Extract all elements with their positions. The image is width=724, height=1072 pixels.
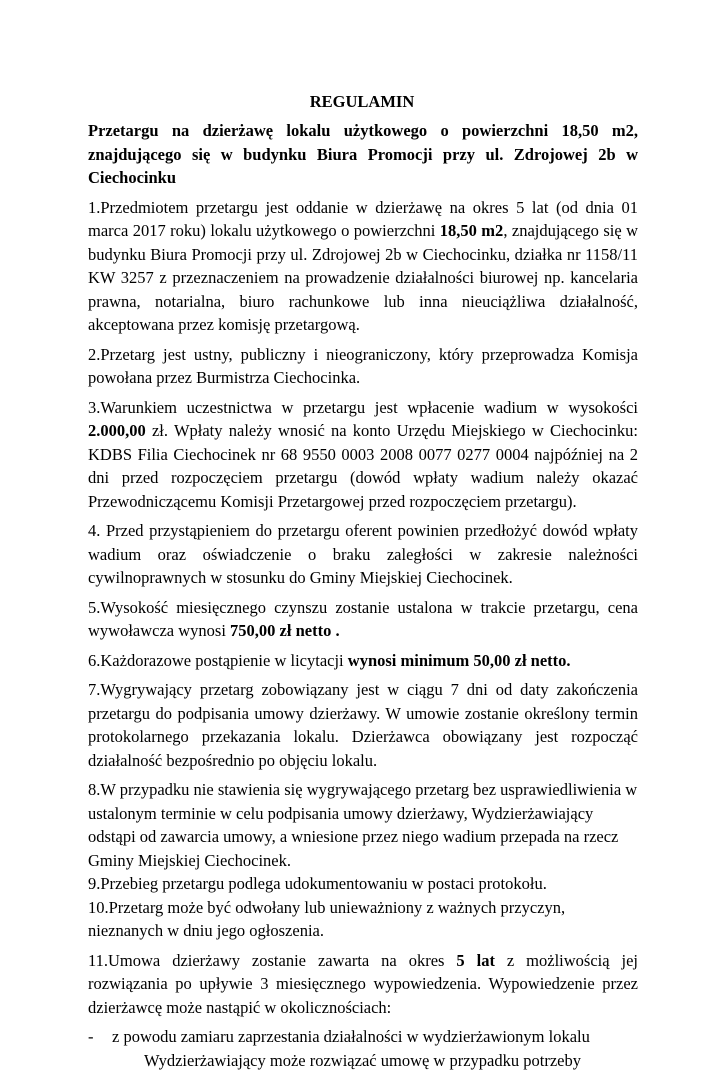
paragraph-5-text-a: 5.Wysokość miesięcznego czynszu zostanie ustalona w trakcie przetargu, cena wywoławcza wynosi bbox=[88, 598, 638, 641]
bullet-dash: - bbox=[88, 1025, 112, 1049]
paragraph-3-text-a: 3.Warunkiem uczestnictwa w przetargu jest wpłacenie wadium w wysokości bbox=[88, 398, 638, 417]
bullet-item bbox=[88, 1025, 638, 1049]
paragraph-6 bbox=[88, 649, 638, 673]
paragraph-1-area: 18,50 m2 bbox=[440, 221, 504, 240]
paragraph-1-text-a: 1.Przedmiotem przetargu jest oddanie w dzierżawę na okres 5 lat (od dnia 01 marca 2017 roku) lokalu użytkowego o powierzchni bbox=[88, 198, 638, 241]
bullet-text: z powodu zamiaru zaprzestania działalności w wydzierżawionym lokalu bbox=[112, 1025, 590, 1049]
paragraph-11 bbox=[88, 949, 638, 1020]
paragraph-10: 10.Przetarg może być odwołany lub unieważniony z ważnych przyczyn, nieznanych w dniu jego ogłoszenia. bbox=[88, 896, 638, 943]
paragraph-1 bbox=[88, 196, 638, 337]
document-body bbox=[88, 119, 638, 1072]
paragraph-3 bbox=[88, 396, 638, 514]
paragraph-11-text-a: 11.Umowa dzierżawy zostanie zawarta na okres bbox=[88, 951, 456, 970]
paragraph-3-text-c: zł. Wpłaty należy wnosić na konto Urzędu Miejskiego w Ciechocinku: KDBS Filia Ciechocinek nr 68 9550 0003 2008 0077 0277 0004 najpóźniej na 2 dni przed rozpoczęciem przetargu (dowód wpłaty wadium należy okazać Przewodniczącemu Komisji Przetargowej przed rozpoczęciem przetargu). bbox=[88, 421, 638, 511]
document-subtitle: Przetargu na dzierżawę lokalu użytkowego o powierzchni 18,50 m2, znajdującego się w budynku Biura Promocji przy ul. Zdrojowej 2b w Ciechocinku bbox=[88, 119, 638, 190]
paragraph-3-deposit: 2.000,00 bbox=[88, 421, 146, 440]
paragraph-11-period: 5 lat bbox=[456, 951, 495, 970]
paragraph-5-price: 750,00 zł netto . bbox=[230, 621, 340, 640]
paragraph-5 bbox=[88, 596, 638, 643]
paragraph-6-increment: wynosi minimum 50,00 zł netto. bbox=[348, 651, 571, 670]
paragraph-11-text-c: z możliwością jej rozwiązania po upływie 3 miesięcznego wypowiedzenia. Wypowiedzenie przez dzierżawcę może nastąpić w okolicznościach: bbox=[88, 951, 638, 1017]
paragraph-8: 8.W przypadku nie stawienia się wygrywającego przetarg bez usprawiedliwienia w ustalonym terminie w celu podpisania umowy dzierżawy, Wydzierżawiający odstąpi od zawarcia umowy, a wniesione przez niego wadium przepada na rzecz Gminy Miejskiej Ciechocinek. bbox=[88, 778, 638, 872]
paragraph-12: Wydzierżawiający może rozwiązać umowę w przypadku potrzeby bbox=[88, 1049, 638, 1072]
paragraph-1-text-c: , znajdującego się w budynku Biura Promocji przy ul. Zdrojowej 2b w Ciechocinku, działka nr 1158/11 KW 3257 z przeznaczeniem na prowadzenie działalności biurowej np. kancelaria prawna, notarialna, biuro rachunkowe lub inna nieuciążliwa działalność, akceptowana przez komisję przetargową. bbox=[88, 221, 638, 334]
paragraph-6-text-a: 6.Każdorazowe postąpienie w licytacji bbox=[88, 651, 348, 670]
paragraph-4: 4. Przed przystąpieniem do przetargu oferent powinien przedłożyć dowód wpłaty wadium oraz oświadczenie o braku zaległości w zakresie należności cywilnoprawnych w stosunku do Gminy Miejskiej Ciechocinek. bbox=[88, 519, 638, 590]
paragraph-2: 2.Przetarg jest ustny, publiczny i nieograniczony, który przeprowadza Komisja powołana przez Burmistrza Ciechocinka. bbox=[88, 343, 638, 390]
paragraph-9: 9.Przebieg przetargu podlega udokumentowaniu w postaci protokołu. bbox=[88, 872, 638, 896]
document-title: REGULAMIN bbox=[0, 91, 724, 113]
paragraph-7: 7.Wygrywający przetarg zobowiązany jest w ciągu 7 dni od daty zakończenia przetargu do podpisania umowy dzierżawy. W umowie zostanie określony termin protokolarnego przekazania lokalu. Dzierżawca obowiązany jest rozpocząć działalność bezpośrednio po objęciu lokalu. bbox=[88, 678, 638, 772]
